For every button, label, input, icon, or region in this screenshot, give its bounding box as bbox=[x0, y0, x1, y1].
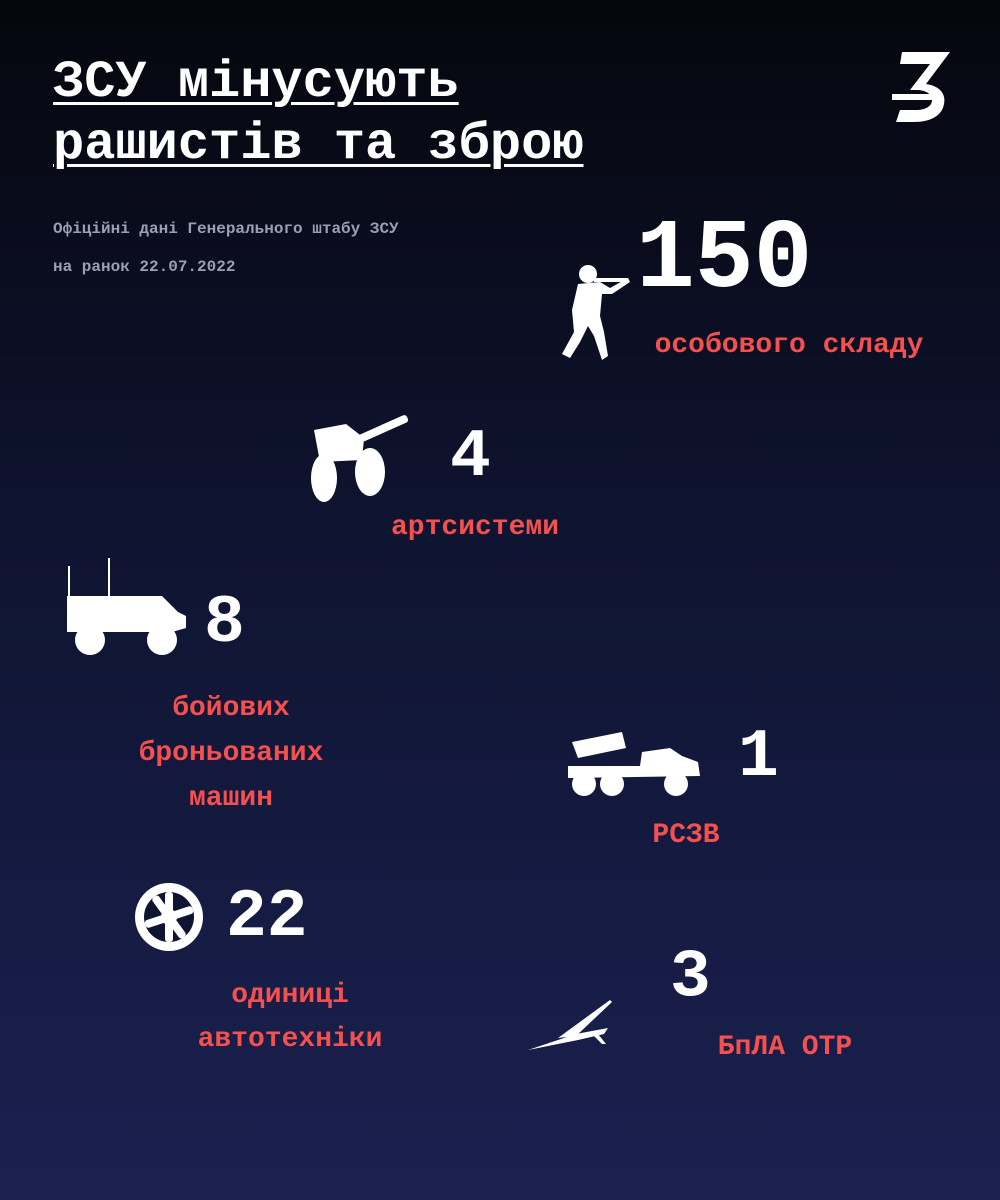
drone-icon bbox=[526, 998, 614, 1054]
page-title bbox=[53, 52, 584, 176]
mlrs-count: 1 bbox=[738, 719, 779, 796]
mlrs-label: РСЗВ bbox=[652, 820, 720, 851]
uav-count: 3 bbox=[670, 939, 711, 1016]
armored-count: 8 bbox=[204, 585, 245, 662]
vehicles-label bbox=[170, 974, 410, 1062]
personnel-label: особового складу bbox=[654, 330, 924, 361]
vehicles-label-line-1: одиниці bbox=[231, 980, 349, 1011]
mlrs-truck-icon bbox=[566, 728, 702, 798]
armored-label bbox=[110, 686, 352, 821]
title-line-1: ЗСУ мінусують bbox=[53, 53, 459, 112]
armored-label-line-2: броньованих bbox=[138, 738, 324, 769]
artillery-label: артсистеми bbox=[390, 512, 560, 543]
wheel-icon bbox=[134, 882, 204, 952]
howitzer-icon bbox=[306, 408, 410, 504]
title-line-2: рашистів та зброю bbox=[53, 115, 584, 174]
date-note: на ранок 22.07.2022 bbox=[53, 258, 236, 276]
vehicles-count: 22 bbox=[226, 879, 308, 956]
uav-label: БпЛА ОТР bbox=[717, 1032, 853, 1063]
vehicles-label-line-2: автотехніки bbox=[197, 1024, 383, 1055]
personnel-count: 150 bbox=[636, 205, 813, 316]
soldier-icon bbox=[558, 262, 632, 364]
armored-label-line-3: машин bbox=[188, 783, 273, 814]
logo-icon bbox=[890, 48, 956, 126]
armored-vehicle-icon bbox=[64, 556, 190, 658]
source-note: Офіційні дані Генерального штабу ЗСУ bbox=[53, 220, 399, 238]
artillery-count: 4 bbox=[450, 419, 491, 496]
armored-label-line-1: бойових bbox=[172, 693, 290, 724]
